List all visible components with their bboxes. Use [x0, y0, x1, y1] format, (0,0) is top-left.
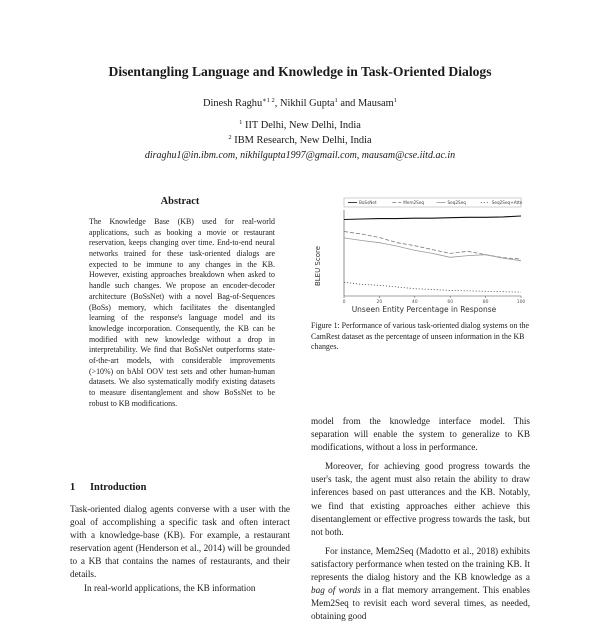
paragraph: Moreover, for achieving good progress towards the user's task, the agent must also retain the ability to draw inferences based on past utterances and the KB. Notably, we find that existing approaches either achieve this disentanglement or effective progress towards the task, but not both. [311, 461, 530, 537]
section-title: Introduction [90, 482, 147, 493]
chart-plot-area [344, 216, 521, 292]
x-tick-label: 80 [482, 300, 489, 305]
abstract-heading: Abstract [160, 196, 200, 207]
legend-label: Seq2Seq+Attn [491, 200, 523, 205]
series-line-seq2seq-attn [344, 282, 521, 292]
x-tick-label: 40 [411, 300, 418, 305]
legend-label: Mem2Seq [403, 200, 425, 205]
affiliation-mark: 2 [228, 134, 232, 141]
paragraph [311, 545, 530, 624]
affiliation-mark: 1 [239, 119, 243, 126]
paragraph-text: For instance, Mem2Seq (Madotto et al., 2018) exhibits satisfactory performance when tested on the training KB. It represents the dialog history and the KB knowledge as a [311, 545, 530, 583]
series-line-bossnet [344, 216, 521, 220]
x-tick-label: 60 [447, 300, 454, 305]
abstract-body [89, 217, 275, 409]
affiliation-1 [0, 119, 600, 131]
x-axis-label: Unseen Entity Percentage in Response [351, 305, 497, 314]
paper-title: Disentangling Language and Knowledge in Task-Oriented Dialogs [108, 64, 492, 79]
series-line-mem2seq [344, 232, 521, 260]
author-list [0, 96, 600, 109]
intro-left-column [70, 503, 290, 595]
x-tick-label: 20 [376, 300, 383, 305]
abstract-text: The Knowledge Base (KB) used for real-world applications, such as booking a movie or restaurant reservation, keeps changing over time. End-to-end neural networks trained for these task-oriented dialogs are expected to be immune to any changes in the KB. However, existing approaches breakdown when asked to handle such changes. We propose an encoder-decoder architecture (BoSsNet) with a novel Bag-of-Sequences (BoSs) memory, which facilitates the disentangled learning of the response's language model and its knowledge incorporation. Consequently, the KB can be modified with new knowledge without a drop in interpretability. We find that BoSsNet outperforms state-of-the-art models, with considerable improvements (>10%) on bAbI OOV test sets and other human-human datasets. We also systematically modify existing datasets to measure disentanglement and show BoSsNet to be robust to KB modifications. [89, 217, 275, 408]
paragraph: Task-oriented dialog agents converse with a user with the goal of accomplishing a specific task and often interact with a knowledge-base (KB). For example, a restaurant reservation agent (Henderson et al., 2014) will be grounded to a KB that contains the names of restaurants, and their details. [70, 504, 290, 580]
author-name: Nikhil Gupta [279, 98, 335, 109]
author-name: Mausam [357, 98, 394, 109]
affiliation-text: IIT Delhi, New Delhi, India [245, 120, 361, 131]
author-emails: diraghu1@in.ibm.com, nikhilgupta1997@gmail.com, mausam@cse.iitd.ac.in [144, 150, 456, 161]
affiliation-2 [0, 134, 600, 146]
intro-right-column [311, 415, 530, 629]
chart-legend [344, 198, 523, 207]
paragraph: model from the knowledge interface model. This separation will enable the system to generalize to KB modifications, without a loss in performance. [311, 416, 530, 453]
author-affil-mark: ∗1 2 [262, 97, 275, 104]
paragraph: In real-world applications, the KB information [84, 582, 256, 593]
figure-1-chart [311, 196, 530, 314]
x-tick-label: 100 [516, 300, 526, 305]
section-heading [70, 482, 146, 493]
paragraph-text: in a flat memory arrangement. This enables Mem2Seq to revisit each word several times, as needed, obtaining good [311, 585, 530, 622]
legend-label: Seq2Seq [447, 200, 466, 205]
emphasized-term: bag of words [311, 585, 361, 596]
author-name: Dinesh Raghu [203, 98, 263, 109]
section-number: 1 [70, 482, 76, 493]
x-tick-label: 0 [342, 300, 346, 305]
y-axis-label: BLEU Score [314, 245, 322, 287]
author-affil-mark: 1 [393, 97, 397, 104]
author-affil-mark: 1 [334, 97, 338, 104]
affiliation-text: IBM Research, New Delhi, India [234, 135, 372, 146]
author-separator: , [274, 98, 280, 109]
legend-label: BoSsNet [359, 200, 377, 205]
figure-1-caption: Figure 1: Performance of various task-oriented dialog systems on the CamRest dataset as the percentage of unseen information in the KB changes. [311, 321, 530, 352]
author-separator: and [337, 98, 358, 109]
